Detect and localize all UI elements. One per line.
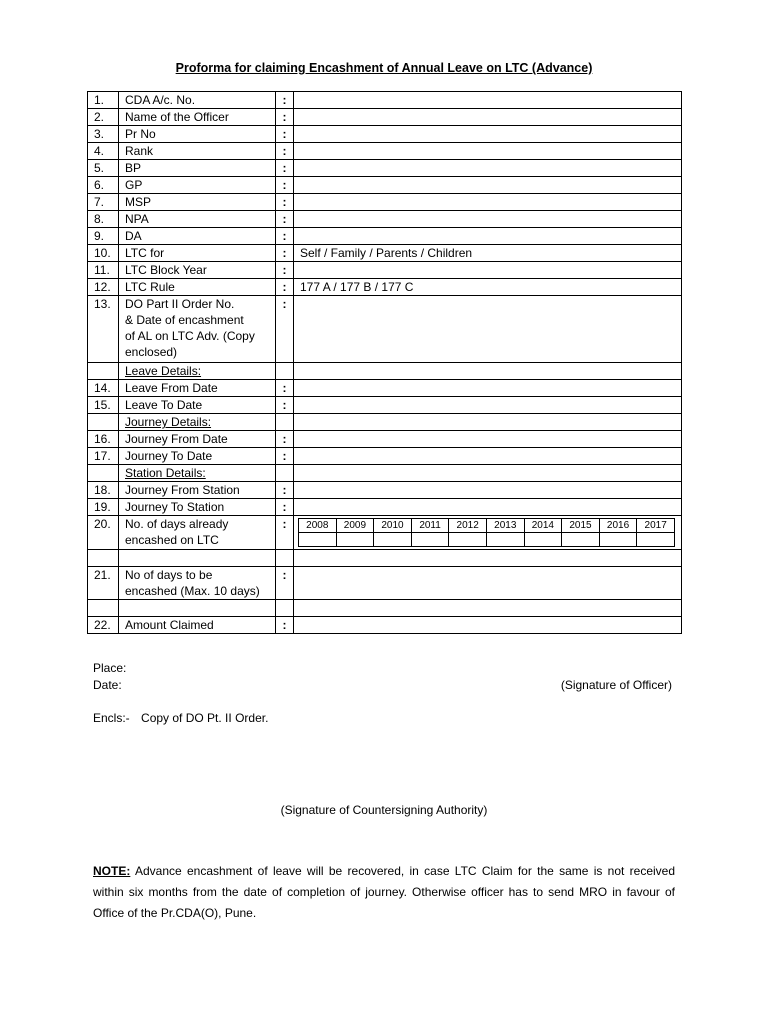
row-separator: : xyxy=(276,397,294,414)
row-number: 20. xyxy=(88,516,119,550)
row-label: LTC Rule xyxy=(119,279,276,296)
leave-to-date-field[interactable] xyxy=(294,397,682,414)
year-header: 2008 xyxy=(299,519,337,533)
year-value-field[interactable] xyxy=(374,533,412,547)
row-separator: : xyxy=(276,296,294,363)
ltc-block-year-field[interactable] xyxy=(294,262,682,279)
journey-to-station-field[interactable] xyxy=(294,499,682,516)
label-line: No of days to be xyxy=(125,568,213,582)
row-separator: : xyxy=(276,228,294,245)
row-label: Amount Claimed xyxy=(119,617,276,634)
form-title: Proforma for claiming Encashment of Annual Leave on LTC (Advance) xyxy=(175,61,593,75)
label-line: & Date of encashment xyxy=(125,313,244,327)
table-row xyxy=(88,431,682,448)
do-part-ii-order-field[interactable] xyxy=(294,296,682,363)
row-separator: : xyxy=(276,194,294,211)
row-separator: : xyxy=(276,482,294,499)
spacer-row xyxy=(88,550,682,567)
encls-label: Encls:- xyxy=(93,711,130,725)
row-number: 2. xyxy=(88,109,119,126)
bp-field[interactable] xyxy=(294,160,682,177)
label-line: encashed on LTC xyxy=(125,533,219,547)
row-separator: : xyxy=(276,92,294,109)
row-label: GP xyxy=(119,177,276,194)
year-header: 2010 xyxy=(374,519,412,533)
station-details-header: Station Details: xyxy=(119,465,276,482)
row-separator: : xyxy=(276,380,294,397)
row-label: Leave From Date xyxy=(119,380,276,397)
row-label: DA xyxy=(119,228,276,245)
row-number: 3. xyxy=(88,126,119,143)
row-label: Leave To Date xyxy=(119,397,276,414)
table-row xyxy=(88,92,682,109)
table-row xyxy=(88,482,682,499)
amount-claimed-field[interactable] xyxy=(294,617,682,634)
rank-field[interactable] xyxy=(294,143,682,160)
row-label: NPA xyxy=(119,211,276,228)
row-label: LTC for xyxy=(119,245,276,262)
row-separator: : xyxy=(276,143,294,160)
table-row xyxy=(88,143,682,160)
row-separator: : xyxy=(276,109,294,126)
row-number: 4. xyxy=(88,143,119,160)
row-label: MSP xyxy=(119,194,276,211)
table-row xyxy=(88,567,682,600)
year-value-field[interactable] xyxy=(486,533,524,547)
journey-from-station-field[interactable] xyxy=(294,482,682,499)
da-field[interactable] xyxy=(294,228,682,245)
table-row xyxy=(88,177,682,194)
row-number: 16. xyxy=(88,431,119,448)
msp-field[interactable] xyxy=(294,194,682,211)
row-separator: : xyxy=(276,126,294,143)
row-label xyxy=(119,296,276,363)
year-value-field[interactable] xyxy=(336,533,374,547)
year-header: 2011 xyxy=(411,519,449,533)
row-separator: : xyxy=(276,567,294,600)
row-separator: : xyxy=(276,177,294,194)
row-label xyxy=(119,567,276,600)
row-separator: : xyxy=(276,499,294,516)
row-number: 17. xyxy=(88,448,119,465)
table-row xyxy=(88,228,682,245)
table-row xyxy=(88,516,682,550)
row-label: CDA A/c. No. xyxy=(119,92,276,109)
row-number: 21. xyxy=(88,567,119,600)
row-number: 6. xyxy=(88,177,119,194)
table-row xyxy=(88,126,682,143)
date-label: Date: xyxy=(93,678,122,692)
row-number: 22. xyxy=(88,617,119,634)
table-row xyxy=(88,279,682,296)
table-row xyxy=(88,160,682,177)
table-row xyxy=(88,245,682,262)
row-number: 5. xyxy=(88,160,119,177)
row-label: BP xyxy=(119,160,276,177)
leave-from-date-field[interactable] xyxy=(294,380,682,397)
note-paragraph xyxy=(93,861,675,924)
label-line: enclosed) xyxy=(125,345,178,359)
ltc-rule-field[interactable]: 177 A / 177 B / 177 C xyxy=(294,279,682,296)
leave-details-header: Leave Details: xyxy=(119,363,276,380)
year-header: 2015 xyxy=(562,519,600,533)
table-row xyxy=(88,397,682,414)
table-row xyxy=(88,262,682,279)
year-value-field[interactable] xyxy=(524,533,562,547)
countersign-label: (Signature of Countersigning Authority) xyxy=(280,803,488,817)
table-row xyxy=(88,380,682,397)
year-value-field[interactable] xyxy=(599,533,637,547)
note-text: Advance encashment of leave will be recovered, in case LTC Claim for the same is not received within six months from the date of completion of journey. Otherwise officer has to send MRO in favour of Office of the Pr.CDA(O), Pune. xyxy=(93,864,676,920)
row-label: Name of the Officer xyxy=(119,109,276,126)
row-separator: : xyxy=(276,431,294,448)
row-number: 13. xyxy=(88,296,119,363)
year-value-field[interactable] xyxy=(411,533,449,547)
table-row xyxy=(88,499,682,516)
row-separator: : xyxy=(276,617,294,634)
npa-field[interactable] xyxy=(294,211,682,228)
year-header: 2017 xyxy=(637,519,675,533)
row-number: 9. xyxy=(88,228,119,245)
ltc-for-field[interactable]: Self / Family / Parents / Children xyxy=(294,245,682,262)
row-label: Journey To Station xyxy=(119,499,276,516)
year-table xyxy=(298,518,675,547)
row-number: 11. xyxy=(88,262,119,279)
row-label: LTC Block Year xyxy=(119,262,276,279)
place-label: Place: xyxy=(93,661,127,675)
days-to-encash-field[interactable] xyxy=(294,567,682,600)
journey-details-header: Journey Details: xyxy=(119,414,276,431)
row-separator: : xyxy=(276,448,294,465)
spacer-row xyxy=(88,600,682,617)
label-line: encashed (Max. 10 days) xyxy=(125,584,260,598)
row-label: Rank xyxy=(119,143,276,160)
year-value-field[interactable] xyxy=(299,533,337,547)
journey-from-date-field[interactable] xyxy=(294,431,682,448)
year-header: 2016 xyxy=(599,519,637,533)
days-encashed-year-grid xyxy=(294,516,682,550)
year-header: 2014 xyxy=(524,519,562,533)
section-header-row xyxy=(88,414,682,431)
row-label: Journey To Date xyxy=(119,448,276,465)
note-label: NOTE: xyxy=(93,864,131,878)
table-row xyxy=(88,617,682,634)
year-value-field[interactable] xyxy=(637,533,675,547)
claim-form-table xyxy=(87,91,682,634)
year-header: 2009 xyxy=(336,519,374,533)
row-number: 1. xyxy=(88,92,119,109)
row-number: 19. xyxy=(88,499,119,516)
cda-account-field[interactable] xyxy=(294,92,682,109)
label-line: No. of days already xyxy=(125,517,229,531)
year-header: 2013 xyxy=(486,519,524,533)
row-number: 14. xyxy=(88,380,119,397)
year-value-field[interactable] xyxy=(562,533,600,547)
table-row xyxy=(88,194,682,211)
row-separator: : xyxy=(276,516,294,550)
table-row xyxy=(88,448,682,465)
encls-text: Copy of DO Pt. II Order. xyxy=(141,711,269,725)
label-line: DO Part II Order No. xyxy=(125,297,235,311)
journey-to-date-field[interactable] xyxy=(294,448,682,465)
row-separator: : xyxy=(276,262,294,279)
section-header-row xyxy=(88,363,682,380)
officer-signature-label: (Signature of Officer) xyxy=(560,678,672,692)
table-row xyxy=(88,109,682,126)
row-label: Pr No xyxy=(119,126,276,143)
section-header-row xyxy=(88,465,682,482)
year-value-field[interactable] xyxy=(449,533,487,547)
row-separator: : xyxy=(276,211,294,228)
row-label: Journey From Station xyxy=(119,482,276,499)
row-number: 7. xyxy=(88,194,119,211)
label-line: of AL on LTC Adv. (Copy xyxy=(125,329,255,343)
row-label xyxy=(119,516,276,550)
row-separator: : xyxy=(276,279,294,296)
gp-field[interactable] xyxy=(294,177,682,194)
row-number: 18. xyxy=(88,482,119,499)
table-row xyxy=(88,296,682,363)
row-separator: : xyxy=(276,160,294,177)
row-label: Journey From Date xyxy=(119,431,276,448)
row-number: 10. xyxy=(88,245,119,262)
row-number: 8. xyxy=(88,211,119,228)
row-separator: : xyxy=(276,245,294,262)
row-number: 15. xyxy=(88,397,119,414)
officer-name-field[interactable] xyxy=(294,109,682,126)
table-row xyxy=(88,211,682,228)
year-header: 2012 xyxy=(449,519,487,533)
row-number: 12. xyxy=(88,279,119,296)
pr-no-field[interactable] xyxy=(294,126,682,143)
enclosures xyxy=(93,711,268,725)
